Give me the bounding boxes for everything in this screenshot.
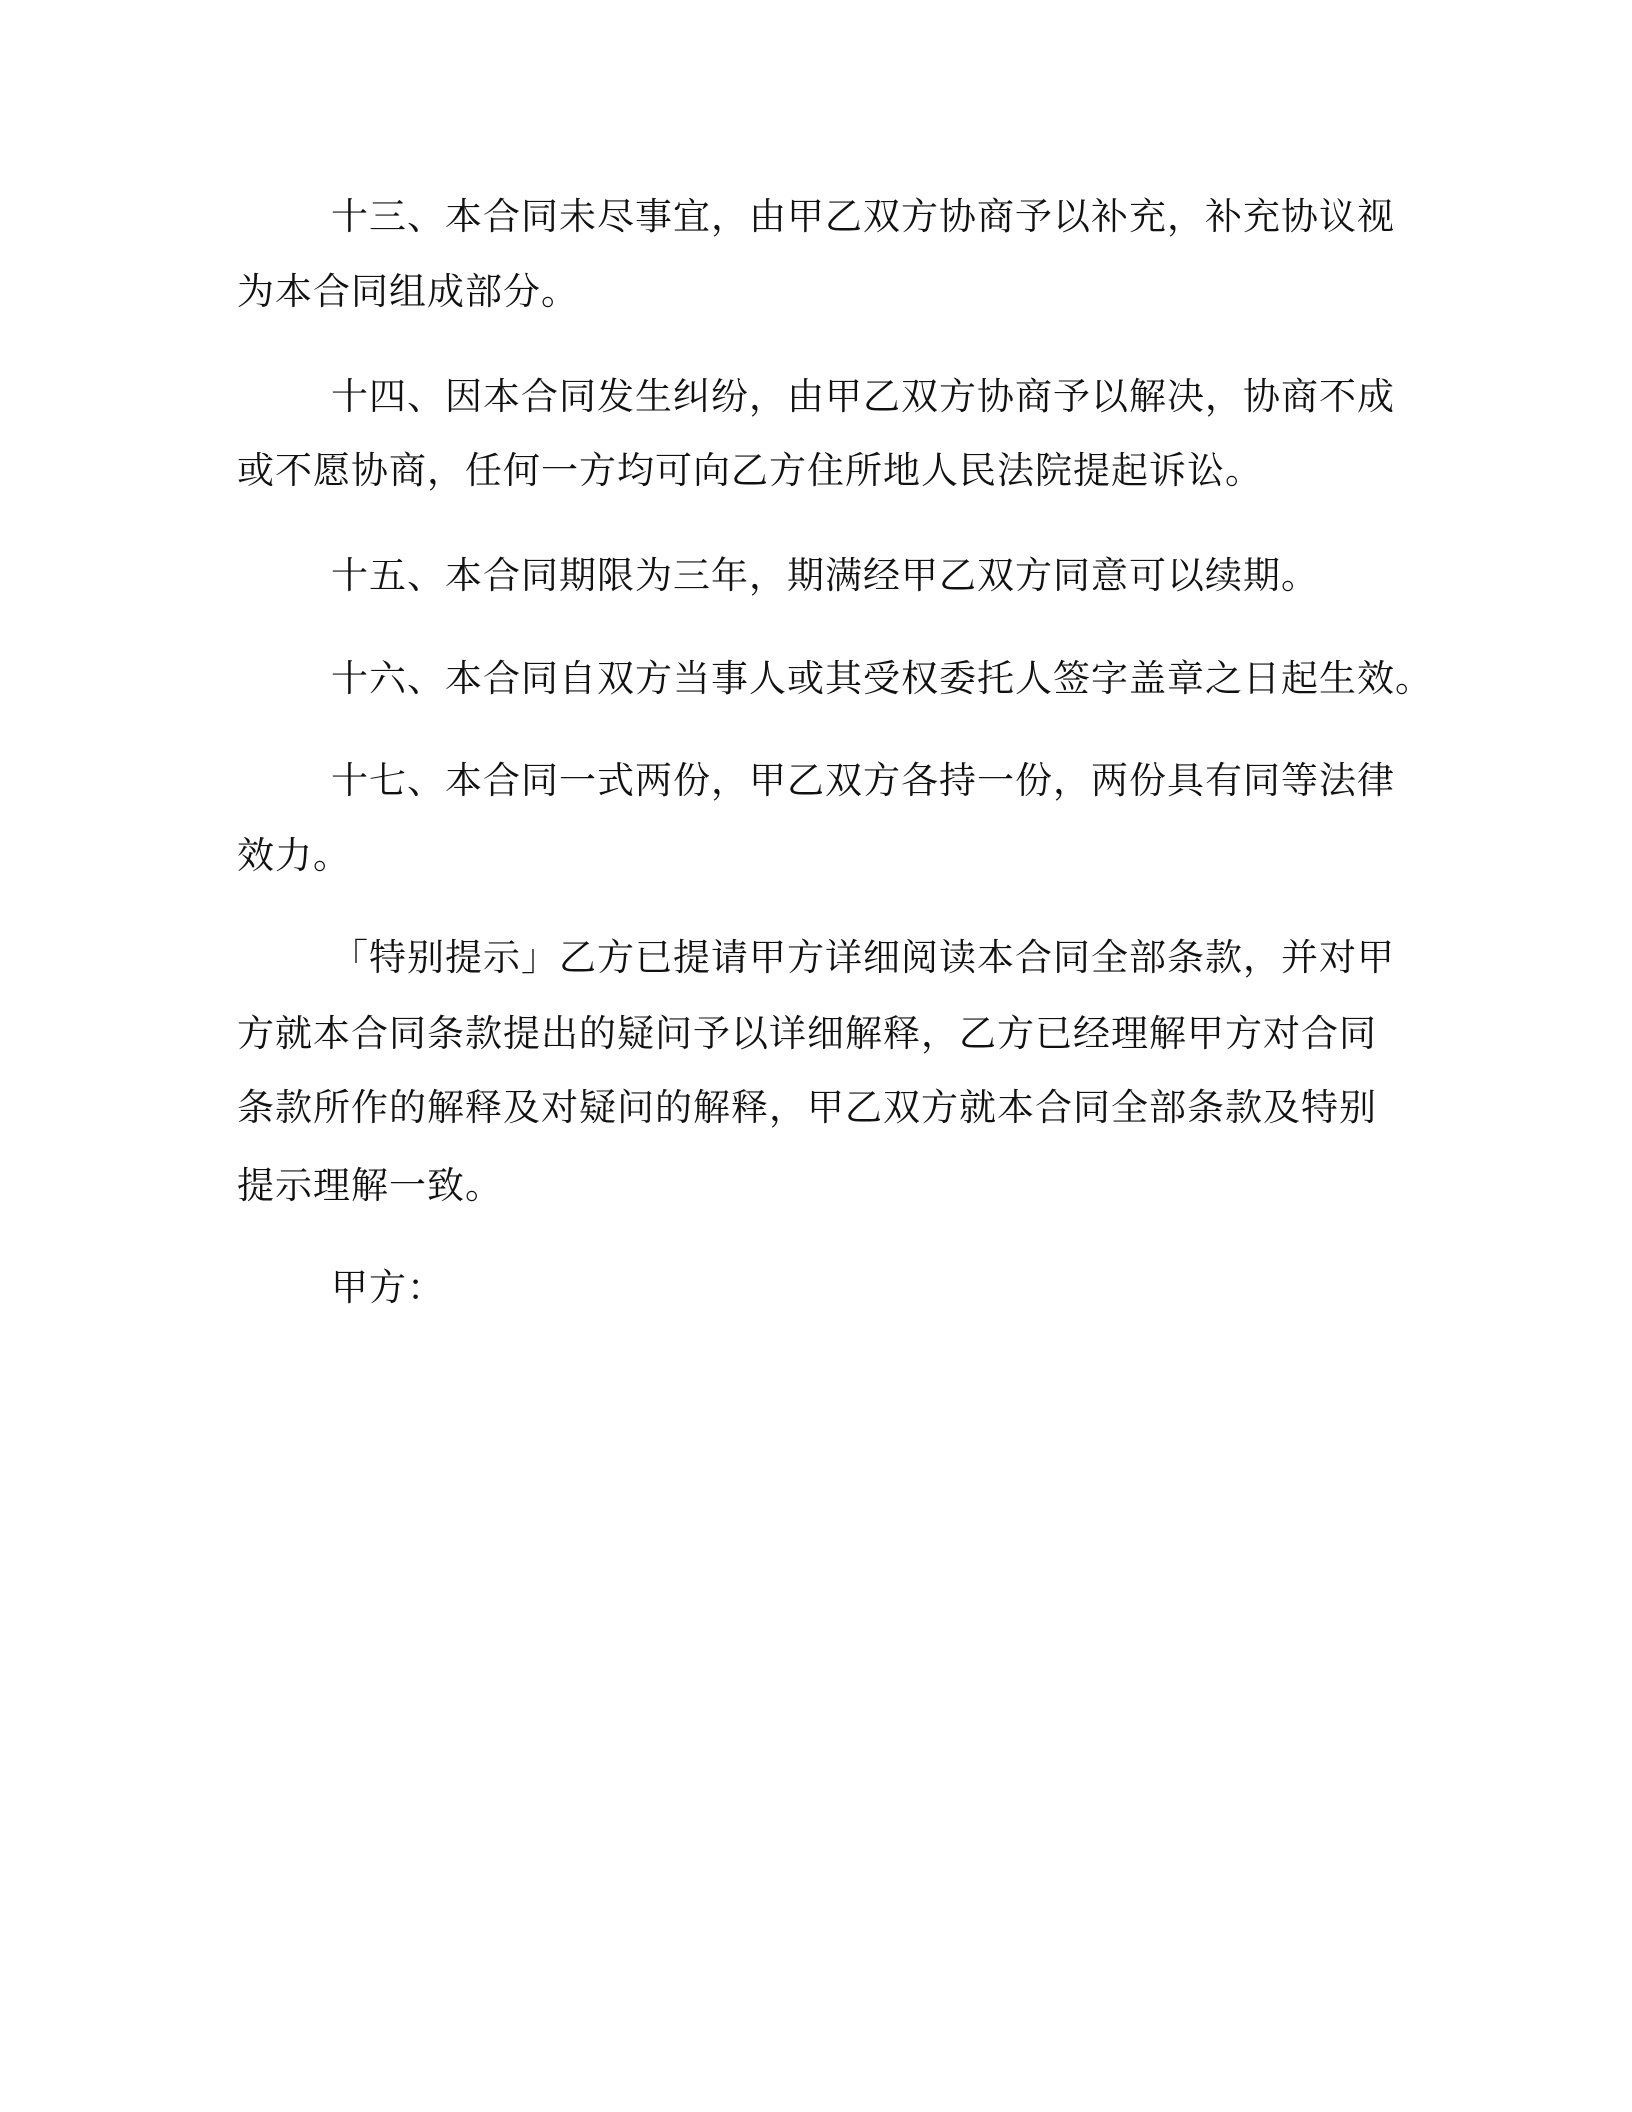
clause-17-line-2: 效力。 bbox=[237, 834, 351, 877]
clause-13-line-1: 十三、本合同未尽事宜，由甲乙双方协商予以补充，补充协议视 bbox=[331, 195, 1395, 238]
special-notice-line-1: 「特别提示」乙方已提请甲方详细阅读本合同全部条款，并对甲 bbox=[331, 936, 1395, 979]
clause-16-line-1: 十六、本合同自双方当事人或其受权委托人签字盖章之日起生效。 bbox=[331, 657, 1433, 700]
clause-14-line-1: 十四、因本合同发生纠纷，由甲乙双方协商予以解决，协商不成 bbox=[331, 375, 1395, 418]
clause-13-line-2: 为本合同组成部分。 bbox=[237, 270, 579, 313]
clause-15-line-1: 十五、本合同期限为三年，期满经甲乙双方同意可以续期。 bbox=[331, 554, 1319, 597]
special-notice-line-3: 条款所作的解释及对疑问的解释，甲乙双方就本合同全部条款及特别 bbox=[237, 1086, 1377, 1129]
special-notice-line-4: 提示理解一致。 bbox=[237, 1164, 503, 1207]
clause-14-line-2: 或不愿协商，任何一方均可向乙方住所地人民法院提起诉讼。 bbox=[237, 449, 1263, 492]
party-a-label: 甲方： bbox=[331, 1266, 445, 1309]
special-notice-line-2: 方就本合同条款提出的疑问予以详细解释，乙方已经理解甲方对合同 bbox=[237, 1012, 1377, 1055]
clause-17-line-1: 十七、本合同一式两份，甲乙双方各持一份，两份具有同等法律 bbox=[331, 759, 1395, 802]
